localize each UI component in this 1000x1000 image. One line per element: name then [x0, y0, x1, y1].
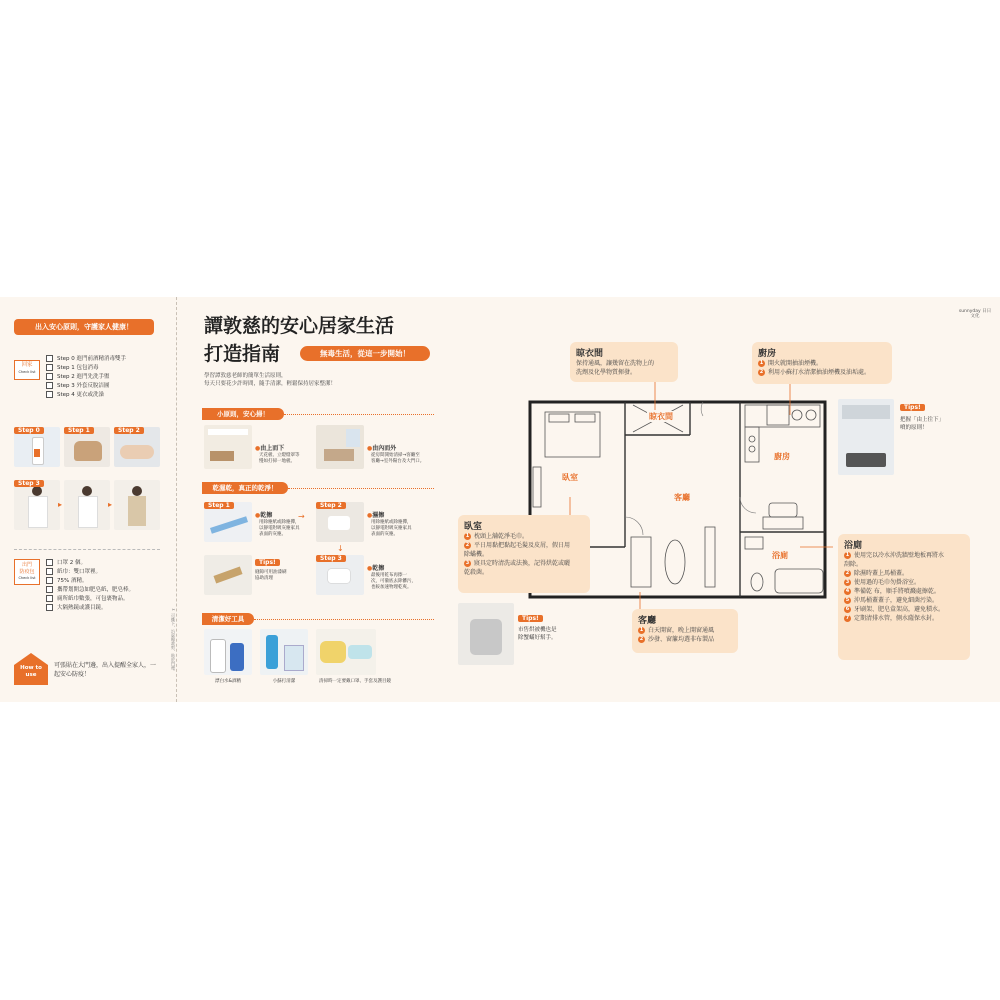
bath-item-0 — [844, 551, 964, 569]
home-step-text: Step 1 包包消毒 — [57, 365, 99, 371]
room-label-bath: 浴廁 — [772, 551, 788, 560]
book-spread — [0, 297, 1000, 702]
living-item-text: 沙發、窗簾均選非布製品 — [648, 636, 715, 643]
bath-item-text: 牙刷架、肥皂盒架高，避免積水。 — [854, 606, 945, 613]
bedroom-item-text: 平日用黏把黏起毛髮及皮屑，假日用 除蟎機。 — [464, 542, 571, 558]
kitchen-callout — [752, 342, 892, 384]
arrow-right-icon: → — [298, 512, 305, 521]
bath-item-text: 除濕時蓋上馬桶蓋。 — [854, 570, 909, 577]
section-small-rule: 小原則，安心掃！ — [202, 408, 284, 420]
number-icon: 3 — [465, 560, 470, 566]
out-label: 出門 防疫包 — [19, 562, 35, 575]
intro-text: 學習譚敦慈老師的簡單生活原則， 每天只要花少許時間，隨手清潔，輕鬆保持居家整潔！ — [204, 373, 337, 387]
bedroom-item-text: 枕頭上舖乾淨毛巾。 — [474, 533, 529, 540]
callout-title: 廚房 — [758, 349, 777, 359]
bath-item-text: 使用過的毛巾勿掛浴室。 — [854, 579, 921, 586]
kitchen-item-text: 利用小蘇打水清潔抽油煙機及油垢處。 — [768, 369, 871, 376]
dw-step-tag-2: Step 3 — [316, 555, 346, 562]
tip2-title-text: 由內而外 — [372, 445, 397, 452]
bath-item-4 — [844, 596, 964, 605]
home-step-text: Step 2 進門先洗手盥 — [57, 374, 110, 380]
bath-item-text: 定期清排水管，側水薩保水封。 — [854, 615, 939, 622]
kitchen-item-1 — [758, 368, 886, 377]
side-cut-text: ✂ 可撕下，沿虛線裁剪，貼於門邊。 — [171, 607, 176, 674]
out-item-text: 大隔熱鏡或護目鏡。 — [57, 605, 107, 611]
dry-desc: 用除塵紙或除塵撣， 以靜電附吸灰塵家具 表面的灰塵。 — [259, 520, 300, 537]
callout-title: 浴廁 — [844, 541, 863, 551]
out-item-text: 75% 酒精。 — [57, 578, 88, 584]
step-tag-3: Step 3 — [14, 480, 44, 487]
number-icon: 1 — [845, 552, 850, 558]
number-icon: 2 — [759, 369, 764, 375]
bullet-icon: ● — [255, 512, 261, 519]
home-step-text: Step 0 進門前酒精消毒雙手 — [57, 356, 127, 362]
bath-item-text: 沖馬桶蓋蓋子，避免細菌污染。 — [854, 597, 939, 604]
callout-title: 臥室 — [464, 522, 483, 532]
number-icon: 2 — [465, 542, 470, 548]
bath-item-text: 使用完以冷水沖洗牆壁地板再將水 刮除。 — [844, 552, 945, 568]
bullet-icon: ● — [367, 512, 373, 519]
step-tag-1: Step 1 — [64, 427, 94, 434]
out-check: Check list — [18, 576, 36, 580]
kitchen-item-0 — [758, 359, 886, 368]
tips-kitchen-label: Tips! — [900, 404, 925, 411]
out-item-text: 廁所紙巾數張，可包裹物品。 — [57, 596, 129, 602]
page-title-1: 譚敦慈的安心居家生活 — [204, 315, 395, 337]
room-label-bedroom: 臥室 — [562, 473, 578, 482]
bath-item-6 — [844, 614, 964, 623]
living-item-0 — [638, 626, 732, 635]
tip1-desc: 天花板、立燈燈罩等 慢如打掃一地板。 — [259, 453, 300, 464]
tip1-title-text: 由上而下 — [260, 445, 285, 452]
number-icon: 1 — [639, 627, 644, 633]
tips-kitchen-text: 把握「由上往下」 噴的原則！ — [900, 417, 945, 431]
how-to-text: 可張貼在大門邊，出入提醒全家人，一起安心防疫！ — [54, 662, 157, 678]
tips-bedroom-text: 市售烘被機也是 除蟹蟎好幫手。 — [518, 627, 557, 641]
number-icon: 7 — [845, 615, 850, 621]
bullet-icon: ● — [367, 445, 373, 452]
bath-item-text: 準備乾 布，順手將噴濺處擦乾。 — [854, 588, 940, 595]
bedroom-item-0 — [464, 532, 584, 541]
room-label-living: 客廳 — [674, 493, 690, 502]
dry2-desc: 最後用乾布再擦一 次，可徹底去除髒污， 也較加速物理乾爽。 — [371, 573, 416, 590]
number-icon: 3 — [845, 579, 850, 585]
number-icon: 6 — [845, 606, 850, 612]
bullet-icon: ● — [367, 565, 373, 572]
tips-brush-label: Tips! — [255, 559, 280, 566]
dry-title-text: 乾擦 — [260, 512, 273, 519]
dw-step-tag-1: Step 2 — [316, 502, 346, 509]
number-icon: 2 — [845, 570, 850, 576]
bedroom-item-1 — [464, 541, 584, 559]
number-icon: 4 — [845, 588, 850, 594]
room-label-kitchen: 廚房 — [774, 452, 790, 461]
number-icon: 1 — [465, 533, 470, 539]
number-icon: 5 — [845, 597, 850, 603]
tool3-caption: 清掃時一定要戴口罩、手套及護目鏡 — [319, 679, 391, 684]
home-step-text: Step 4 更衣或洗澡 — [57, 392, 105, 398]
title-tag: 無毒生活，從這一步開始！ — [300, 346, 430, 361]
arrow-icon: ▸ — [58, 500, 63, 509]
photo-range-hood — [838, 399, 894, 475]
bath-callout — [838, 534, 970, 660]
tool1-caption: 漂白水&酒精 — [214, 679, 241, 684]
wet-desc: 用除塵紙或除塵撣， 以靜電附吸灰塵家具 表面的灰塵。 — [371, 520, 412, 537]
bath-item-5 — [844, 605, 964, 614]
tips-bedroom-label: Tips! — [518, 615, 543, 622]
dw-step-tag-0: Step 1 — [204, 502, 234, 509]
bath-item-2 — [844, 578, 964, 587]
wet-title-text: 濕擦 — [372, 512, 385, 519]
step-tag-0: Step 0 — [14, 427, 44, 434]
out-item-text: 攜帶划開急如肥皂紙，肥皂棒。 — [57, 587, 135, 593]
callout-text: 保持通風，讓幾留在洗物上的 洗劑及化學物質揮發。 — [576, 360, 655, 376]
photo-dehumidifier — [458, 603, 514, 665]
arrow-down-icon: ↓ — [337, 544, 344, 553]
number-icon: 2 — [639, 636, 644, 642]
out-item-text: 口罩 2 個。 — [57, 560, 86, 566]
how-to-label: How to use — [20, 665, 42, 678]
home-step-text: Step 3 外套反脫洁圖 — [57, 383, 110, 389]
step-tag-2: Step 2 — [114, 427, 144, 434]
home-check: Check list — [18, 370, 36, 374]
living-item-text: 白天開窗，晚上開窗通風 — [648, 627, 715, 634]
bath-item-1 — [844, 569, 964, 578]
living-callout — [632, 609, 738, 653]
tool2-caption: 小蘇打清潔 — [272, 679, 296, 684]
dry2-title-text: 乾擦 — [372, 565, 385, 572]
arrow-icon: ▸ — [108, 500, 113, 509]
bedroom-item-text: 寢具定時清洗或法換，記得烘乾或曬 乾殺菌。 — [464, 560, 571, 576]
callout-title: 客廳 — [638, 616, 657, 626]
room-label-closet: 晾衣間 — [649, 412, 673, 421]
tips-brush-text: 縫隙可用油漆刷 協助清理 — [255, 570, 287, 581]
left-banner: 出入安心原則，守護家人健康！ — [14, 319, 154, 335]
home-label: 回家 — [21, 362, 33, 368]
number-icon: 1 — [759, 360, 764, 366]
bedroom-callout — [458, 515, 590, 593]
bath-item-3 — [844, 587, 964, 596]
section-tools: 清潔好工具 — [202, 613, 254, 625]
callout-title: 晾衣間 — [576, 349, 604, 359]
tip2-desc: 從房間開始清掃→客廳至 客廳→室外陽台及大門口。 — [371, 453, 425, 464]
section-dry-wet: 乾濕乾，真正的乾淨！ — [202, 482, 288, 494]
bedroom-item-2 — [464, 559, 584, 577]
living-item-1 — [638, 635, 732, 644]
publisher-logo: sunnyday 日日文化 — [958, 309, 992, 319]
kitchen-item-text: 開火就開抽油煙機。 — [768, 360, 823, 367]
closet-callout — [570, 342, 678, 382]
page-title-2: 打造指南 — [204, 343, 281, 365]
bullet-icon: ● — [255, 445, 261, 452]
out-item-text: 紙巾：雙口罩裡。 — [57, 569, 102, 575]
